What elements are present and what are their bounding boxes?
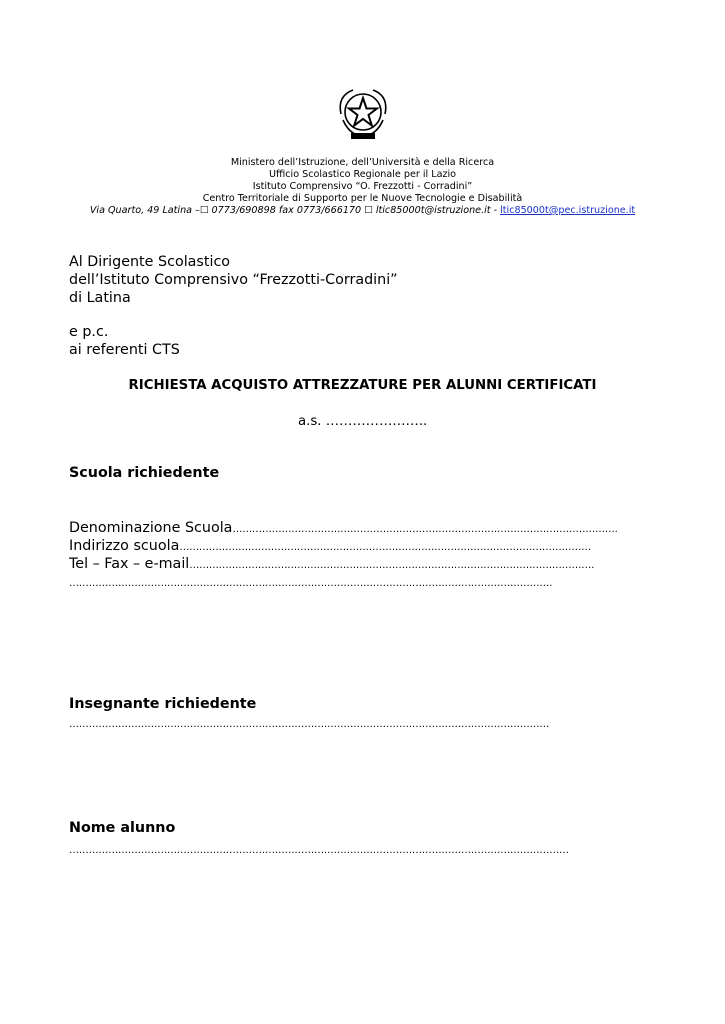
school-name-dots: ……………………………………………………………………………………………………….	[232, 524, 618, 535]
teacher-section-heading: Insegnante richiedente	[69, 696, 257, 712]
school-address-field[interactable]	[69, 537, 591, 557]
student-section-heading: Nome alunno	[69, 820, 176, 836]
recipient-block	[69, 253, 398, 307]
school-contacts-dots: …………………………………………………………………………………………………………….	[189, 560, 595, 571]
cc-line-1: e p.c.	[69, 324, 109, 340]
recipient-line-2: dell’Istituto Comprensivo “Frezzotti-Corradini”	[69, 272, 398, 288]
cc-line-2: ai referenti CTS	[69, 342, 180, 358]
student-dots: ………………………………………………………………………………………………………………………………………	[69, 845, 569, 856]
ministry-line: Ministero dell’Istruzione, dell’Università e della Ricerca	[230, 157, 495, 168]
recipient-line-3: di Latina	[69, 290, 131, 306]
cc-block	[69, 323, 180, 359]
recipient-line-1: Al Dirigente Scolastico	[69, 254, 231, 270]
school-name-label: Denominazione Scuola	[69, 520, 233, 536]
school-name-field[interactable]	[69, 519, 618, 539]
school-contacts-label: Tel – Fax – e-mail	[69, 556, 190, 572]
school-extra-dots: ………………………………………………………………………………………………………………………………….	[69, 578, 553, 589]
teacher-dots: …………………………………………………………………………………………………………………………………	[69, 719, 550, 730]
pec-email-link[interactable]: ltic85000t@pec.istruzione.it	[500, 205, 636, 216]
cts-line: Centro Territoriale di Supporto per le Nuove Tecnologie e Disabilità	[202, 193, 523, 204]
school-extra-field[interactable]	[69, 573, 552, 593]
school-section-heading: Scuola richiedente	[69, 465, 220, 481]
address-line	[0, 205, 725, 217]
school-line: Istituto Comprensivo “O. Frezzotti - Corradini”	[252, 181, 473, 192]
teacher-field[interactable]	[69, 714, 549, 734]
office-line: Ufficio Scolastico Regionale per il Lazio	[268, 169, 457, 180]
student-field[interactable]	[69, 840, 569, 860]
school-address-label: Indirizzo scuola	[69, 538, 180, 554]
italian-republic-emblem-icon	[331, 84, 395, 142]
address-text: Via Quarto, 49 Latina –☐ 0773/690898 fax 0773/666170 ☐ ltic85000t@istruzione.it -	[89, 205, 501, 216]
institution-header	[0, 157, 725, 217]
school-contacts-field[interactable]	[69, 555, 594, 575]
school-year-field[interactable]: a.s. …………………..	[298, 414, 428, 429]
document-title: RICHIESTA ACQUISTO ATTREZZATURE PER ALUNNI CERTIFICATI	[128, 378, 597, 393]
school-address-dots: ………………………………………………………………………………………………………………	[179, 542, 591, 553]
